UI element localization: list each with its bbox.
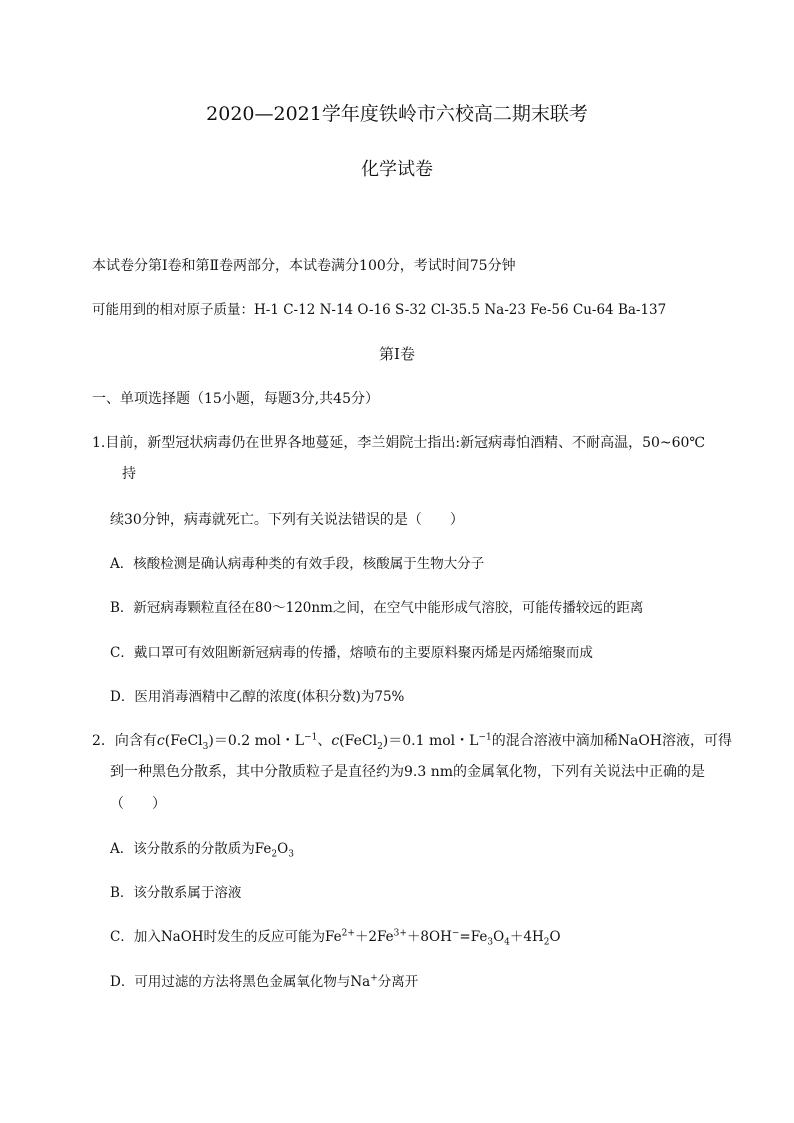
question-1-option-c: C．戴口罩可有效阻断新冠病毒的传播，熔喷布的主要原料聚丙烯是丙烯缩聚而成 xyxy=(110,645,593,661)
question-2-line-2: 到一种黑色分散系，其中分散质粒子是直径约为9.3 nm的金属氧化物，下列有关说法中正确的是 xyxy=(110,764,706,780)
section-title: 第Ⅰ卷 xyxy=(379,345,415,363)
question-2-line-1: 2．向含有c(FeCl$_3$)＝0.2 mol・$L^{-1}$、c(FeCl$_2$)＝0.1 mol・$L^{-1}$的混合溶液中滴加稀NaOH溶液，可得 xyxy=(92,732,733,752)
exam-subtitle: 化学试卷 xyxy=(361,159,433,180)
exam-title: 2020—2021学年度铁岭市六校高二期末联考 xyxy=(206,103,588,125)
intro-line-1: 本试卷分第Ⅰ卷和第Ⅱ卷两部分，本试卷满分100分，考试时间75分钟 xyxy=(92,258,516,274)
question-1-line-1b: 持 xyxy=(122,466,136,482)
question-1-option-a: A．核酸检测是确认病毒种类的有效手段，核酸属于生物大分子 xyxy=(110,556,485,572)
part-heading: 一、单项选择题（15小题，每题3分,共45分） xyxy=(92,391,379,407)
question-2-option-c: C．加入NaOH时发生的反应可能为$Fe^{2+}+2Fe^{3+}+8OH^-=Fe_3O_4+4H_2O$ xyxy=(110,928,561,948)
question-2-option-b: B．该分散系属于溶液 xyxy=(110,885,242,901)
question-1-line-2: 续30分钟，病毒就死亡。下列有关说法错误的是（ ） xyxy=(110,512,464,528)
intro-line-2: 可能用到的相对原子质量：H-1 C-12 N-14 O-16 S-32 Cl-35.5 Na-23 Fe-56 Cu-64 Ba-137 xyxy=(92,302,667,318)
question-2-option-d: D．可用过滤的方法将黑色金属氧化物与Na+分离开 xyxy=(110,973,419,990)
question-1-line-1: 1.目前，新型冠状病毒仍在世界各地蔓延，李兰娟院士指出:新冠病毒怕酒精、不耐高温，50~60℃ xyxy=(92,435,706,451)
question-2-option-a: A．该分散系的分散质为$Fe_2O_3$ xyxy=(110,841,294,860)
question-2-line-3: （ ） xyxy=(110,796,166,812)
question-1-option-d: D．医用消毒酒精中乙醇的浓度(体积分数)为75% xyxy=(110,689,405,705)
question-1-option-b: B．新冠病毒颗粒直径在80～120nm之间，在空气中能形成气溶胶，可能传播较远的距离 xyxy=(110,600,644,616)
